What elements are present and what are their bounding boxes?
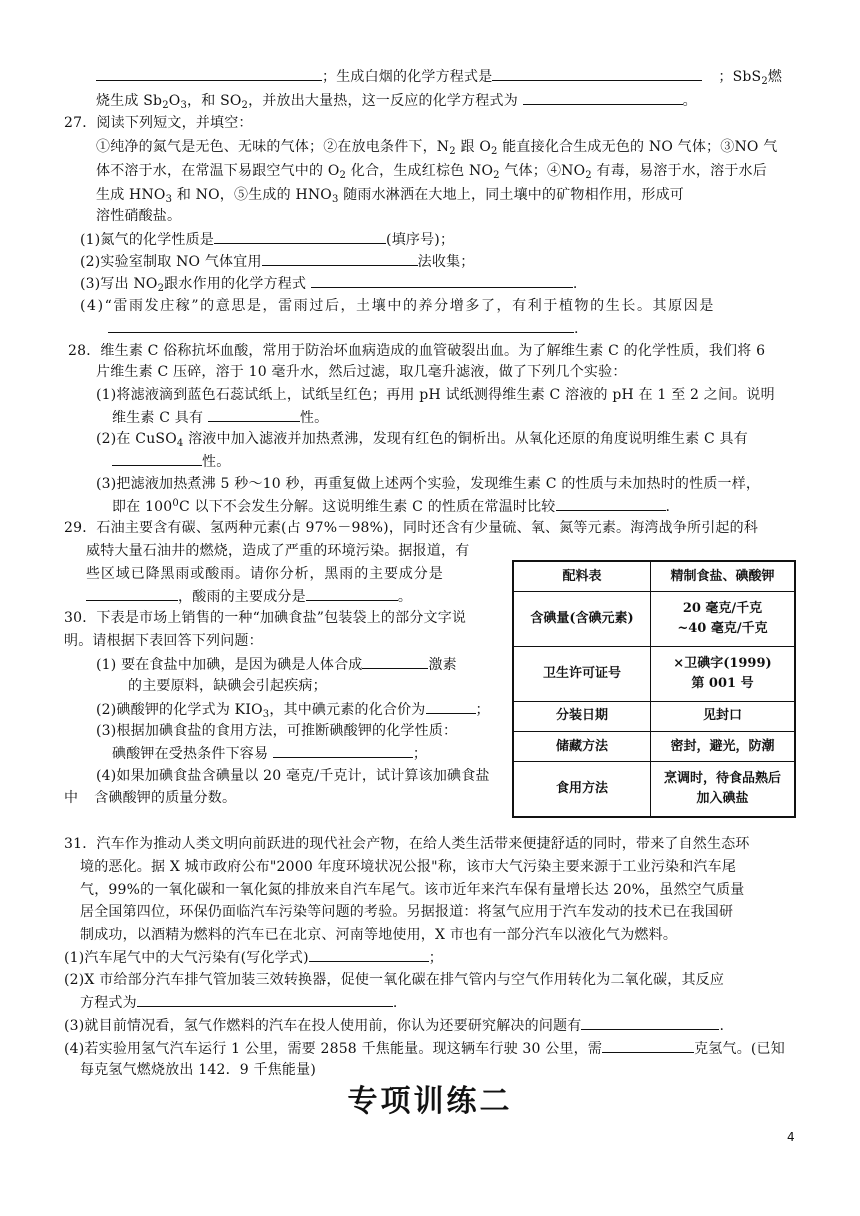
section-title: 专项训练二 (347, 1084, 513, 1119)
label-value-cell (651, 561, 796, 592)
text: 有毒，易溶于水，溶于水后 (596, 163, 767, 179)
text: ①纯净的氮气是无色、无味的气体；②在放电条件下，N (96, 139, 450, 155)
text: (1) 要在食盐中加碘，是因为碘是人体合成 (96, 657, 363, 673)
q29-line-3: 些区域已降黑雨或酸雨。请你分析，黑雨的主要成分是 (86, 566, 444, 582)
text: ；生成白烟的化学方程式是 (322, 69, 493, 85)
text: 和 NO，⑤生成的 HNO (176, 187, 332, 203)
text: 克氢气。(已知 (694, 1041, 785, 1057)
text: 体不溶于水，在常温下易跟空气中的 O (96, 163, 340, 179)
label-value-line: 加入碘盐 (696, 791, 749, 807)
q29-line-2: 威特大量石油井的燃烧，造成了严重的环境污染。据报道，有 (86, 543, 470, 559)
answer-blank[interactable] (311, 273, 573, 288)
label-value-line: 见封口 (702, 708, 742, 724)
q31-line-3: 气，99%的一氧化碳和一氧化氮的排放来自汽车尾气。该市近年来汽车保有量增长达 20%，虽然空气质量 (80, 882, 745, 898)
text: 含碘酸钾的质量分数。 (94, 790, 237, 806)
continuation-line-1: ；生成白烟的化学方程式是 ；SbS$_2$燃 (96, 66, 782, 87)
text: 溶液中加入滤液并加热煮沸，发现有红色的铜析出。从氧化还原的角度说明维生素 C 具有 (188, 431, 748, 447)
q27-passage-line-3: 生成 $HNO_3$ 和 NO，⑤生成的 $HNO_3$ 随雨水淋洒在大地上，同土壤中的矿物相作用，形成可 (96, 187, 685, 205)
text: . (574, 321, 579, 337)
text: 随雨水淋洒在大地上，同土壤中的矿物相作用，形成可 (343, 187, 685, 203)
q27-passage-line-2: 体不溶于水，在常温下易跟空气中的 $O_2$ 化合，生成红棕色 $NO_2$ 气体；$④NO_2$ 有毒，易溶于水，溶于水后 (96, 163, 767, 181)
q27-sub-2 (80, 251, 474, 272)
text: 燃 (767, 69, 783, 85)
q30-line-2: 明。请根据下表回答下列问题： (64, 633, 263, 649)
label-key-cell: 含碘量(含碘元素) (513, 592, 651, 647)
q28-line-1: 28．维生素 C 俗称抗坏血酸，常用于防治坏血病造成的血管破裂出血。为了解维生素 C 的化学性质，我们将 6 (68, 343, 766, 359)
text: . (719, 1018, 725, 1034)
text: C 以下不会发生分解。这说明维生素 C 的性质在常温时比较 (178, 499, 556, 515)
text: 中 (64, 790, 79, 806)
q31-sub-2-cont (80, 992, 397, 1013)
q28-sub-1-cont (112, 407, 328, 428)
answer-blank[interactable] (262, 251, 418, 266)
q31-line-4: 居全国第四位，环保仍面临汽车污染等问题的考验。另据报道：将氢气应用于汽车发动的技术已在我国研 (80, 904, 734, 920)
label-value-line: 精制食盐、碘酸钾 (670, 568, 775, 584)
continuation-line-2: 烧生成 $Sb_2O_3$，和 $SO_2$，并放出大量热，这一反应的化学方程式为 。 (96, 90, 697, 111)
text: ； (412, 746, 428, 762)
text: (1)汽车尾气中的大气污染有(写化学式) (64, 950, 309, 966)
label-table-row (513, 731, 795, 761)
q30-sub-3-cont (112, 743, 427, 764)
text: 。 (682, 93, 697, 109)
text: (4)若实验用氢气汽车运行 1 公里，需要 2858 千焦能量。现这辆车行驶 30 公里，需 (64, 1041, 603, 1057)
label-key-cell: 卫生许可证号 (513, 647, 651, 702)
text: 即在 100 (112, 499, 173, 515)
q30-sub-4-cont (64, 788, 236, 808)
text: 生成 HNO (96, 187, 166, 203)
text: ，其中碘元素的化合价为 (269, 702, 426, 718)
q28-sub-2-cont (112, 451, 230, 472)
text: 气体；④NO (504, 163, 586, 179)
text: ； (428, 950, 443, 966)
label-key-cell: 分装日期 (513, 701, 651, 731)
label-table-row (513, 592, 795, 647)
q30-sub-2: (2)碘酸钾的化学式为 $KIO_3$，其中碘元素的化合价为 ； (96, 699, 490, 720)
label-value-cell (651, 647, 796, 702)
answer-blank[interactable] (214, 229, 386, 244)
q31-sub-2: (2)X 市给部分汽车排气管加装三效转换器，促使一氧化碳在排气管内与空气作用转化为二氧化碳，其反应 (64, 972, 725, 988)
text: . (665, 499, 671, 515)
text: ；SbS (718, 69, 762, 85)
q27-sub-4-answer (108, 318, 579, 339)
text: 烧生成 Sb (96, 93, 163, 109)
text: 方程式为 (80, 995, 137, 1011)
text: 跟 O (460, 139, 491, 155)
label-key-cell: 食用方法 (513, 762, 651, 817)
q27-passage-line-1: ①纯净的氮气是无色、无味的气体；②在放电条件下，$N_2$ 跟 $O_2$ 能直接化合生成无色的 NO 气体；③NO 气 (96, 139, 778, 157)
text: . (392, 995, 398, 1011)
q31-sub-4 (64, 1038, 785, 1059)
q30-sub-1 (96, 654, 457, 675)
q31-line-5: 制成功，以酒精为燃料的汽车已在北京、河南等地使用，X 市也有一部分汽车以液化气为燃料。 (80, 927, 678, 943)
answer-blank[interactable] (581, 1015, 719, 1030)
text: (填序号)； (386, 232, 455, 248)
label-key-cell: 储藏方法 (513, 731, 651, 761)
q28-sub-3-cont (112, 496, 670, 517)
text: 性。 (299, 410, 329, 426)
answer-blank[interactable] (273, 743, 413, 758)
text: (3)写出 NO (80, 276, 158, 292)
text: 性。 (202, 454, 231, 470)
q31-sub-3 (64, 1015, 724, 1036)
page-number: 4 (787, 1130, 795, 1144)
label-value-line: 20 毫克/千克 (682, 601, 763, 617)
answer-blank[interactable] (96, 66, 322, 81)
answer-blank[interactable] (523, 90, 683, 105)
text: 。 (397, 589, 413, 605)
q30-sub-4: (4)如果加碘食盐含碘量以 20 毫克/千克计，试计算该加碘食盐 (96, 768, 490, 784)
text: (2)碘酸钾的化学式为 KIO (96, 702, 263, 718)
label-value-line: 烹调时，待食品熟后 (663, 771, 781, 787)
q27-sub-1 (80, 229, 454, 250)
text: 维生素 C 具有 (112, 410, 204, 426)
text: ，和 SO (187, 93, 242, 109)
answer-blank[interactable] (86, 586, 178, 601)
q30-sub-1-cont: 的主要原料，缺碘会引起疾病； (128, 678, 327, 694)
text: 激素 (428, 657, 457, 673)
text: . (572, 276, 578, 292)
label-key-cell: 配料表 (513, 561, 651, 592)
label-value-cell (651, 731, 796, 761)
text: (2)在 CuSO (96, 431, 177, 447)
label-value-line: ~40 毫克/千克 (677, 621, 768, 637)
q31-sub-1 (64, 947, 443, 968)
label-value-line: 密封，避光，防潮 (670, 738, 775, 754)
answer-blank[interactable] (309, 947, 429, 962)
answer-blank[interactable] (137, 992, 393, 1007)
text: 法收集； (417, 254, 475, 270)
label-table-row (513, 701, 795, 731)
label-value-cell (651, 701, 796, 731)
text: 跟水作用的化学方程式 (164, 276, 307, 292)
q31-line-1: 31．汽车作为推动人类文明向前跃进的现代社会产物，在给人类生活带来便捷舒适的同时，带来了自然生态环 (64, 836, 750, 852)
q30-sub-3: (3)根据加碘食盐的食用方法，可推断碘酸钾的化学性质： (96, 723, 458, 739)
answer-blank[interactable] (602, 1038, 694, 1053)
text: (3)就目前情况看，氢气作燃料的汽车在投人使用前，你认为还要研究解决的问题有 (64, 1018, 582, 1034)
q31-line-2: 境的恶化。据 X 城市政府公布"2000 年度环境状况公报"称，该市大气污染主要来源于工业污染和汽车尾 (80, 859, 737, 875)
q30-line-1: 30．下表是市场上销售的一种“加碘食盐”包装袋上的部分文字说 (64, 610, 467, 626)
text: (2)实验室制取 NO 气体宜用 (80, 254, 262, 270)
text: 能直接化合生成无色的 NO 气体；③NO 气 (502, 139, 778, 155)
answer-blank[interactable] (208, 407, 300, 422)
label-value-line: ×卫碘字(1999) (673, 655, 772, 671)
answer-blank[interactable] (556, 496, 666, 511)
text: O (168, 93, 181, 109)
q28-sub-2: (2)在 CuSO$_4$ 溶液中加入滤液并加热煮沸，发现有红色的铜析出。从氧化还原的角度说明维生素 C 具有 (96, 431, 748, 449)
text: ，酸雨的主要成分是 (178, 589, 306, 605)
answer-blank[interactable] (492, 66, 702, 81)
q31-sub-4-cont: 每克氢气燃烧放出 142．9 千焦能量) (80, 1062, 316, 1078)
q27-passage-line-4: 溶性硝酸盐。 (96, 208, 182, 224)
q27-heading: 27．阅读下列短文，并填空： (64, 115, 253, 131)
q28-sub-1: (1)将滤液滴到蓝色石蕊试纸上，试纸呈红色；再用 pH 试纸测得维生素 C 溶液的 pH 在 1 至 2 之间。说明 (96, 387, 775, 403)
label-table-row (513, 762, 795, 817)
answer-blank[interactable] (112, 451, 202, 466)
answer-blank[interactable] (362, 654, 428, 669)
text: ； (475, 702, 490, 718)
label-value-cell (651, 762, 796, 817)
answer-blank[interactable] (426, 699, 476, 714)
q28-sub-3: (3)把滤液加热煮沸 5 秒～10 秒，再重复做上述两个实验，发现维生素 C 的性质与未加热时的性质一样， (96, 476, 761, 492)
label-value-cell (651, 592, 796, 647)
text: (1)氮气的化学性质是 (80, 232, 215, 248)
text: ，并放出大量热，这一反应的化学方程式为 (248, 93, 518, 109)
label-table-row (513, 647, 795, 702)
superscript: 0 (172, 498, 179, 509)
salt-label-table (512, 560, 796, 818)
text: 化合，生成红棕色 NO (350, 163, 494, 179)
answer-blank[interactable] (108, 318, 574, 333)
q29-line-4 (86, 586, 412, 607)
q28-line-2: 片维生素 C 压碎，溶于 10 毫升水，然后过滤，取几毫升滤液，做了下列几个实验： (96, 364, 627, 380)
answer-blank[interactable] (306, 586, 398, 601)
q27-sub-3: (3)写出 $NO_2$跟水作用的化学方程式 . (80, 273, 577, 294)
q27-sub-4: (4)“雷雨发庄稼”的意思是，雷雨过后，土壤中的养分增多了，有利于植物的生长。其原因是 (80, 298, 715, 314)
label-table-row (513, 561, 795, 592)
q29-line-1: 29．石油主要含有碳、氢两种元素(占 97%－98%)，同时还含有少量硫、氧、氮等元素。海湾战争所引起的科 (64, 520, 759, 536)
text: 碘酸钾在受热条件下容易 (112, 746, 269, 762)
label-value-line: 第 001 号 (691, 675, 754, 691)
